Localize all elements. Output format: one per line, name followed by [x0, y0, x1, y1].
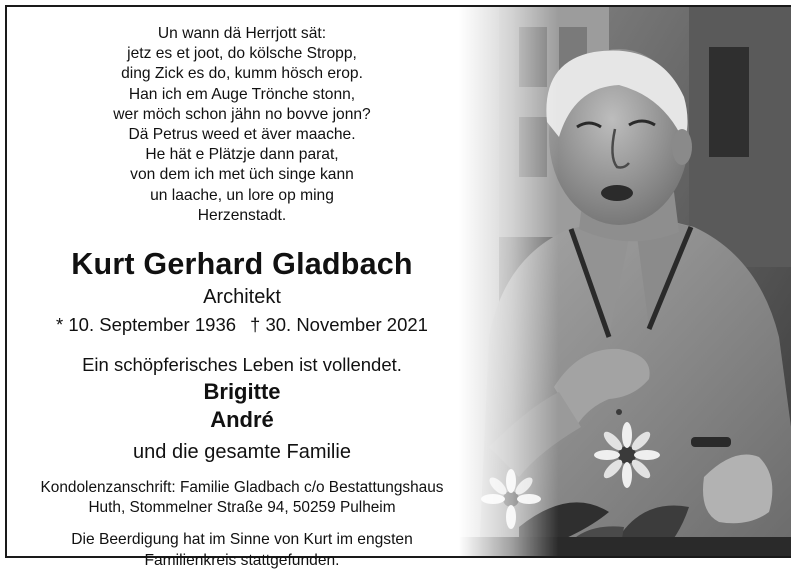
life-dates — [7, 313, 477, 337]
portrait-illustration — [459, 7, 791, 556]
condolence-address — [7, 478, 477, 518]
poem-line: jetz es et joot, do kölsche Stropp, — [127, 45, 357, 63]
funeral-line: Die Beerdigung hat im Sinne von Kurt im engsten — [71, 531, 413, 549]
poem-line: un laache, un lore op ming — [150, 186, 334, 204]
poem-line: Herzenstadt. — [197, 206, 287, 224]
poem-line: ding Zick es do, kumm hösch erop. — [121, 65, 363, 83]
family-line: und die gesamte Familie — [133, 441, 351, 464]
portrait-photo — [459, 7, 791, 556]
condolence-line: Huth, Stommelner Straße 94, 50259 Pulheim — [88, 499, 396, 517]
text-column — [7, 7, 477, 569]
condolence-line: Kondolenzanschrift: Familie Gladbach c/o Bestattungshaus — [40, 479, 444, 497]
poem-line: He hät e Plätzje dann parat, — [145, 146, 339, 164]
mourner-name: Brigitte — [203, 379, 281, 405]
poem-line: Dä Petrus weed et äver maache. — [128, 126, 356, 144]
mourner-name: André — [210, 407, 274, 433]
poem-line: Han ich em Auge Trönche stonn, — [128, 85, 356, 103]
deceased-name: Kurt Gerhard Gladbach — [71, 247, 413, 282]
funeral-note — [7, 530, 477, 571]
funeral-line: Familienkreis stattgefunden. — [144, 551, 340, 569]
deceased-profession: Architekt — [203, 286, 281, 309]
poem-line: Un wann dä Herrjott sät: — [157, 25, 327, 42]
tagline: Ein schöpferisches Leben ist vollendet. — [82, 354, 402, 376]
poem — [7, 24, 477, 226]
poem-line: wer möch schon jähn no bovve jonn? — [113, 105, 371, 123]
birth-date: * 10. September 1936 — [56, 314, 237, 336]
death-date: † 30. November 2021 — [250, 314, 428, 336]
poem-line: von dem ich met üch singe kann — [130, 166, 354, 184]
obituary-notice — [5, 5, 791, 569]
